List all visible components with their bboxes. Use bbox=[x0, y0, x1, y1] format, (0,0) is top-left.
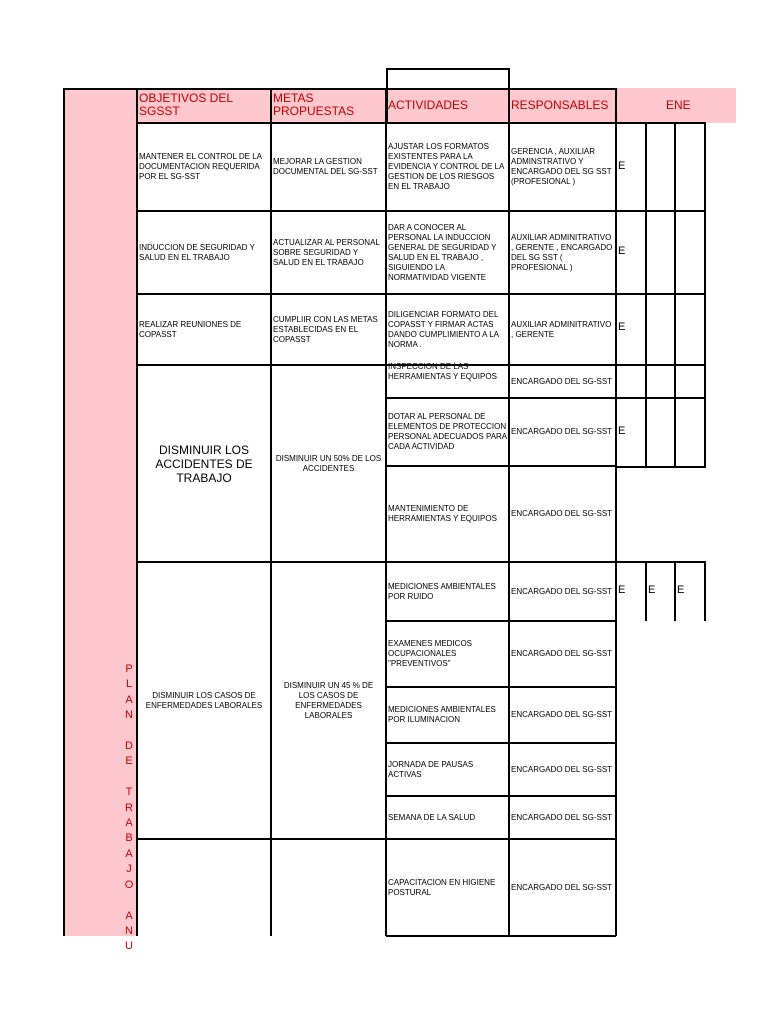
accidentes-actividad-2: DOTAR AL PERSONAL DE ELEMENTOS DE PROTECCION PERSONAL ADECUADOS PARA CADA ACTIVIDAD bbox=[388, 412, 507, 451]
accidentes-mark: E bbox=[618, 425, 626, 437]
header-objetivos: OBJETIVOS DEL SGSST bbox=[139, 91, 233, 118]
enfermedades-responsable-3: ENCARGADO DEL SG-SST bbox=[511, 710, 613, 719]
row-3-actividad: DILIGENCIAR FORMATO DEL COPASST Y FIRMAR ACTAS DANDO CUMPLIMIENTO A LA NORMA . bbox=[388, 309, 499, 349]
row-1-objetivo: MANTENER EL CONTROL DE LA DOCUMENTACION REQUERIDA POR EL SG-SST bbox=[139, 152, 262, 181]
header-month-ene: ENE bbox=[666, 97, 691, 112]
row-1-meta: MEJORAR LA GESTION DOCUMENTAL DEL SG-SST bbox=[273, 157, 378, 176]
header-actividades: ACTIVIDADES bbox=[388, 97, 469, 112]
row-2-mark: E bbox=[618, 245, 626, 257]
row-1-mark: E bbox=[618, 160, 626, 172]
row-2-objetivo: INDUCCION DE SEGURIDAD Y SALUD EN EL TRABAJO bbox=[139, 242, 255, 262]
row-2-responsable: AUXILIAR ADMINITRATIVO , GERENTE , ENCARGADO DEL SG SST ( PROFESIONAL ) bbox=[511, 232, 613, 272]
row-3-responsable: AUXILIAR ADMINITRATIVO , GERENTE bbox=[511, 319, 612, 339]
row-1-responsable: GERENCIA , AUXILIAR ADMINSTRATIVO Y ENCARGADO DEL SG SST (PROFESIONAL ) bbox=[511, 147, 612, 186]
last-responsable: ENCARGADO DEL SG-SST bbox=[511, 882, 613, 892]
enfermedades-mark-2: E bbox=[648, 584, 656, 596]
side-title: P L A N D E T R A B A J O A N U bbox=[124, 663, 134, 953]
accidentes-meta: DISMINUIR UN 50% DE LOS ACCIDENTES bbox=[275, 453, 382, 473]
enfermedades-responsable-5: ENCARGADO DEL SG-SST bbox=[511, 812, 613, 822]
enfermedades-mark-3: E bbox=[677, 584, 685, 596]
accidentes-actividad-3: MANTENIMIENTO DE HERRAMIENTAS Y EQUIPOS bbox=[388, 504, 497, 523]
header-responsables: RESPONSABLES bbox=[511, 97, 609, 112]
enfermedades-actividad-1: MEDICIONES AMBIENTALES POR RUIDO bbox=[388, 581, 496, 601]
col-line-5 bbox=[615, 88, 617, 936]
row-3-mark: E bbox=[618, 321, 626, 333]
accidentes-responsable-3: ENCARGADO DEL SG-SST bbox=[511, 509, 613, 518]
accidentes-objetivo: DISMINUIR LOS ACCIDENTES DE TRABAJO bbox=[155, 442, 253, 485]
accidentes-responsable-1: ENCARGADO DEL SG-SST bbox=[511, 376, 613, 386]
enfermedades-actividad-2: EXAMENES MEDICOS OCUPACIONALES "PREVENTIVOS" bbox=[388, 639, 473, 668]
row-3-meta: CUMPLIIR CON LAS METAS ESTABLECIDAS EN EL COPASST bbox=[273, 314, 378, 344]
row-2-meta: ACTUALIZAR AL PERSONAL SOBRE SEGURIDAD Y SALUD EN EL TRABAJO bbox=[273, 237, 380, 267]
enfermedades-responsable-1: ENCARGADO DEL SG-SST bbox=[511, 586, 613, 596]
row-2-actividad: DAR A CONOCER AL PERSONAL LA INDUCCION GENERAL DE SEGURIDAD Y SALUD EN EL TRABAJO , SIGUIENDO LA NORMATIVIDAD VIGENTE bbox=[388, 222, 497, 282]
enfermedades-meta: DISMINUIR UN 45 % DE LOS CASOS DE ENFERMEDADES LABORALES bbox=[283, 680, 374, 720]
enfermedades-objetivo: DISMINUIR LOS CASOS DE ENFERMEDADES LABORALES bbox=[145, 690, 263, 710]
accidentes-responsable-2: ENCARGADO DEL SG-SST bbox=[511, 427, 613, 436]
accidentes-actividad-1: INSPECCION DE LAS HERRAMIENTAS Y EQUIPOS bbox=[388, 362, 497, 381]
enfermedades-actividad-4: JORNADA DE PAUSAS ACTIVAS bbox=[388, 759, 474, 779]
enfermedades-mark-1: E bbox=[618, 584, 626, 596]
row-1-actividad: AJUSTAR LOS FORMATOS EXISTENTES PARA LA EVIDENCIA Y CONTROL DE LA GESTION DE LOS RIESGOS EN EL TRABAJO bbox=[388, 142, 504, 191]
enfermedades-actividad-5: SEMANA DE LA SALUD bbox=[388, 812, 476, 822]
enfermedades-responsable-4: ENCARGADO DEL SG-SST bbox=[511, 764, 613, 774]
header-metas: METAS PROPUESTAS bbox=[273, 91, 355, 118]
row-3-objetivo: REALIZAR REUNIONES DE COPASST bbox=[139, 319, 242, 339]
enfermedades-responsable-2: ENCARGADO DEL SG-SST bbox=[511, 649, 613, 658]
enfermedades-actividad-3: MEDICIONES AMBIENTALES POR ILUMINACION bbox=[388, 705, 496, 724]
last-actividad: CAPACITACION EN HIGIENE POSTURAL bbox=[388, 877, 496, 897]
